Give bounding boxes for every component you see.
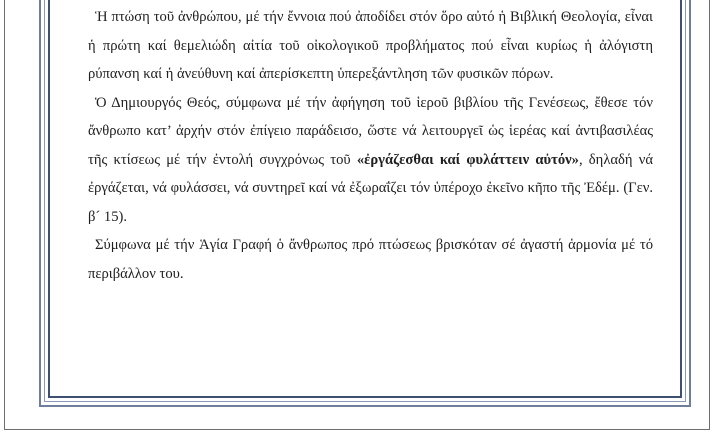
paragraph-fall-of-man: Ἡ πτώση τοῦ ἀνθρώπου, μέ τήν ἔννοια πού ἀποδίδει στόν ὅρο αὐτό ἡ Βιβλική Θεολογία, εἶναι ἡ πρώτη καί θεμελιώδη αἰτία τοῦ οἰκολογικοῦ προβλήματος πού εἶναι κυρίως ἡ ἀλόγιστη ρύπανση καί ἡ ἀνεύθυνη καί ἀπερίσκεπτη ὑπερεξάντληση τῶν φυσικῶν πόρων.	[88, 9, 653, 82]
paragraph-creator-god-text-start: Ὁ Δημιουργός Θεός, σύμφωνα μέ τήν ἀφήγηση τοῦ ἱεροῦ βιβλίου τῆς Γενέσεως, ἔθεσε τόν ἄνθρωπο κατ’ ἀρχήν στόν ἐπίγειο παράδεισο, ὥστε νά λειτουργεῖ ὡς ἱερέας καί ἀντιβασιλέας τῆς κτίσεως μέ τήν ἐντολή συγχρόνως τοῦ	[88, 94, 653, 168]
paragraph-creator-god-quote: «ἐργάζεσθαι καί φυλάττειν αὐτόν»	[356, 151, 579, 168]
paragraph-creator-god-text-end: , δηλαδή νά ἐργάζεται, νά φυλάσσει, νά συντηρεῖ καί νά ἐξωραΐζει τόν ὑπέροχο ἐκεῖνο κῆπο τῆς Ἐδέμ. (Γεν. β´ 15).	[88, 151, 654, 225]
document-body-text	[88, 3, 653, 288]
document-page	[4, 0, 710, 430]
paragraph-creator-god	[88, 89, 653, 232]
paragraph-holy-scripture: Σύμφωνα μέ τήν Ἁγία Γραφή ὁ ἄνθρωπος πρό πτώσεως βρισκόταν σέ ἀγαστή ἁρμονία μέ τό περιβάλλον του.	[88, 237, 653, 282]
